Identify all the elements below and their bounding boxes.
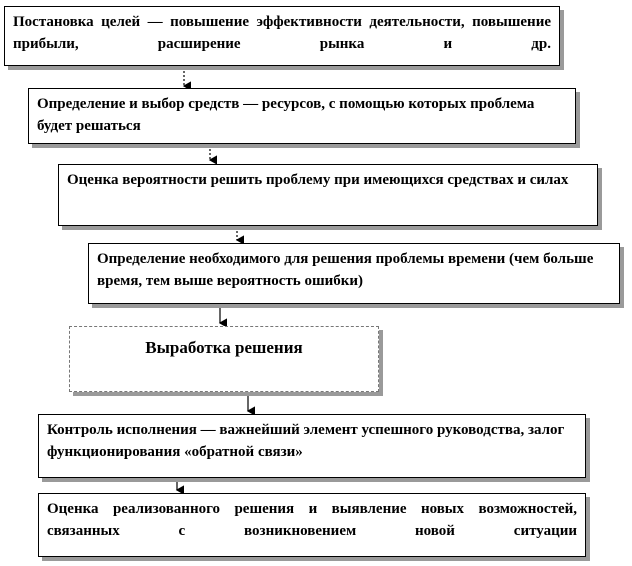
step-probability-assessment: Оценка вероятности решить проблему при имеющихся средствах и силах bbox=[58, 164, 598, 226]
step-decision-making: Выработка решения bbox=[69, 326, 379, 392]
step-means-selection: Определение и выбор средств — ресурсов, с помощью которых проблема будет решаться bbox=[28, 88, 576, 144]
step-time-determination: Определение необходимого для решения проблемы времени (чем больше время, тем выше вероятность ошибки) bbox=[88, 243, 620, 304]
step-execution-control: Контроль исполнения — важнейший элемент успешного руководства, залог функционирования «обратной связи» bbox=[38, 414, 586, 478]
step-evaluation: Оценка реализованного решения и выявление новых возможностей, связанных с возникновением новой ситуации bbox=[38, 493, 586, 557]
step-goal-setting: Постановка целей — повышение эффективности деятельности, повышение прибыли, расширение рынка и др. bbox=[4, 6, 560, 66]
